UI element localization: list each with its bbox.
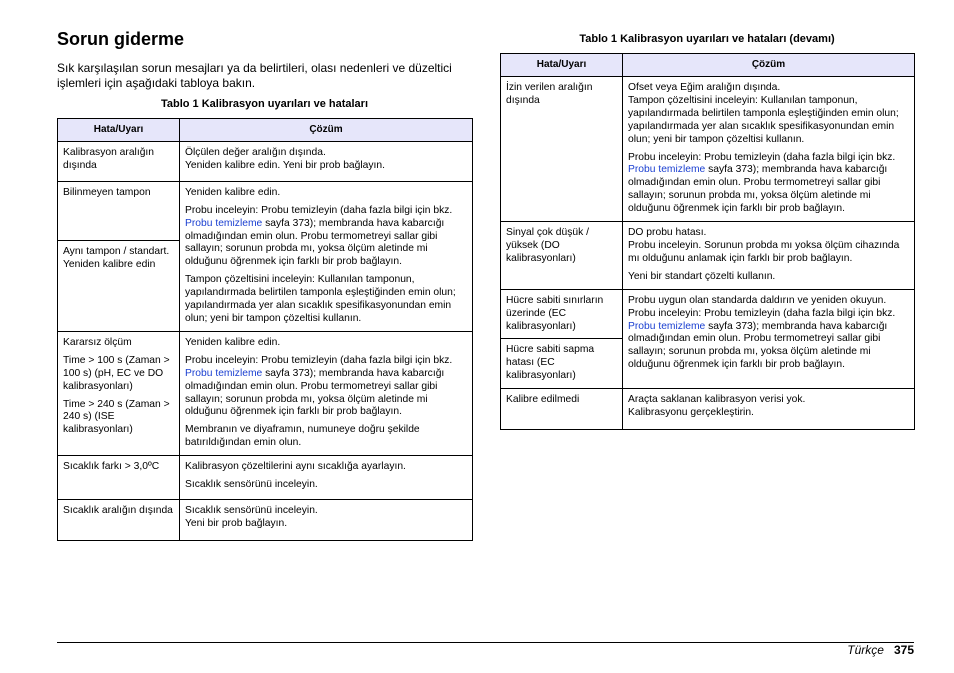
- page-title: Sorun giderme: [57, 29, 185, 49]
- table-row: [58, 142, 473, 182]
- footer-divider: [57, 642, 914, 643]
- error-cell: Hücre sabiti sapma hatası (EC kalibrasyonları): [501, 339, 623, 389]
- probe-cleaning-link[interactable]: Probu temizleme: [628, 164, 706, 176]
- error-cell: Sıcaklık aralığın dışında: [58, 499, 180, 540]
- header-error: Hata/Uyarı: [58, 119, 180, 142]
- solution-cell: DO probu hatası. Probu inceleyin. Sorunun probda mı yoksa ölçüm cihazında mı olduğunu anlamak için farklı bir prob bağlayın. Yeni bir standart çözelti kullanın.: [623, 222, 915, 290]
- solution-cell: Araçta saklanan kalibrasyon verisi yok. Kalibrasyonu gerçekleştirin.: [623, 389, 915, 430]
- intro-text: Sık karşılaşılan sorun mesajları ya da belirtileri, olası nedenleri ve düzeltici işlemleri için aşağıdaki tabloya bakın.: [57, 61, 452, 90]
- right-table-caption: Tablo 1 Kalibrasyon uyarıları ve hataları (devamı): [579, 33, 835, 45]
- probe-cleaning-link[interactable]: Probu temizleme: [185, 217, 263, 229]
- page-number: 375: [893, 643, 914, 657]
- solution-cell: Kalibrasyon çözeltilerini aynı sıcaklığa ayarlayın. Sıcaklık sensörünü inceleyin.: [180, 456, 473, 500]
- table-row: [501, 289, 915, 339]
- table-row: [501, 77, 915, 222]
- error-cell: Bilinmeyen tampon: [58, 181, 180, 240]
- error-cell: Kalibrasyon aralığın dışında: [58, 142, 180, 182]
- solution-cell: Ölçülen değer aralığın dışında. Yeniden kalibre edin. Yeni bir prob bağlayın.: [180, 142, 473, 182]
- footer-language: Türkçe: [847, 643, 884, 657]
- solution-cell: Yeniden kalibre edin. Probu inceleyin: Probu temizleyin (daha fazla bilgi için bkz. Probu temizleme sayfa 373); membranda hava kabarcığı olmadığından emin olun. Probu termometreyi sallar gibi sallayın; sorunun probda mı, yoksa ölçüm aletinde mi olduğunu öğrenmek için farklı bir prob bağlayın. Tampon çözeltisini inceleyin: Kullanılan tamponun, yapılandırmada belirtilen tamponla eşleştiğinden emin olun; yapılandırmada yer alan sıcaklık spesifikasyonundan emin olun; yeni bir tampon çözeltisi kullanın.: [180, 181, 473, 331]
- solution-cell: Ofset veya Eğim aralığın dışında. Tampon çözeltisini inceleyin: Kullanılan tamponun, yapılandırmada belirtilen tamponla eşleştiğinden emin olun; yapılandırmada yer alan sıcaklık spesifikasyonundan emin olun; yeni bir tampon çözeltisi kullanın. Probu inceleyin: Probu temizleyin (daha fazla bilgi için bkz. Probu temizleme sayfa 373); membranda hava kabarcığı olmadığından emin olun. Probu termometreyi sallar gibi sallayın; sorunun probda mı, yoksa ölçüm aletinde mi olduğunu öğrenmek için farklı bir prob bağlayın.: [623, 77, 915, 222]
- left-table-caption: Tablo 1 Kalibrasyon uyarıları ve hataları: [160, 98, 369, 110]
- table-row: [58, 181, 473, 240]
- header-error: Hata/Uyarı: [501, 54, 623, 77]
- table-row: [58, 499, 473, 540]
- table-row: [58, 456, 473, 500]
- error-cell: Kalibre edilmedi: [501, 389, 623, 430]
- error-cell: Hücre sabiti sınırların üzerinde (EC kalibrasyonları): [501, 289, 623, 339]
- header-solution: Çözüm: [623, 54, 915, 77]
- solution-cell: Yeniden kalibre edin. Probu inceleyin: Probu temizleyin (daha fazla bilgi için bkz. Probu temizleme sayfa 373); membranda hava kabarcığı olmadığından emin olun. Probu termometreyi sallar gibi sallayın; sorunun probda mı, yoksa ölçüm aletinde mi olduğunu öğrenmek için farklı bir prob bağlayın. Membranın ve diyaframın, numuneye doğru şekilde batırıldığından emin olun.: [180, 331, 473, 455]
- error-cell: Sıcaklık farkı > 3,0ºC: [58, 456, 180, 500]
- page-footer: [847, 643, 914, 657]
- error-cell: İzin verilen aralığın dışında: [501, 77, 623, 222]
- table-row: [501, 222, 915, 290]
- probe-cleaning-link[interactable]: Probu temizleme: [628, 320, 706, 332]
- probe-cleaning-link[interactable]: Probu temizleme: [185, 367, 263, 379]
- error-cell: Sinyal çok düşük / yüksek (DO kalibrasyonları): [501, 222, 623, 290]
- header-solution: Çözüm: [180, 119, 473, 142]
- solution-cell: Sıcaklık sensörünü inceleyin. Yeni bir prob bağlayın.: [180, 499, 473, 540]
- table-row: [58, 331, 473, 455]
- left-troubleshooting-table: [57, 118, 473, 541]
- solution-cell: Probu uygun olan standarda daldırın ve yeniden okuyun. Probu inceleyin: Probu temizleyin (daha fazla bilgi için bkz. Probu temizleme sayfa 373); membranda hava kabarcığı olmadığından emin olun. Probu termometreyi sallar gibi sallayın; sorunun probda mı, yoksa ölçüm aletinde mi olduğunu öğrenmek için farklı bir prob bağlayın.: [623, 289, 915, 388]
- table-row: [501, 389, 915, 430]
- error-cell: Kararsız ölçüm Time > 100 s (Zaman > 100 s) (pH, EC ve DO kalibrasyonları) Time > 240 s (Zaman > 240 s) (ISE kalibrasyonları): [58, 331, 180, 455]
- right-troubleshooting-table: [500, 53, 915, 430]
- error-cell: Aynı tampon / standart. Yeniden kalibre edin: [58, 240, 180, 331]
